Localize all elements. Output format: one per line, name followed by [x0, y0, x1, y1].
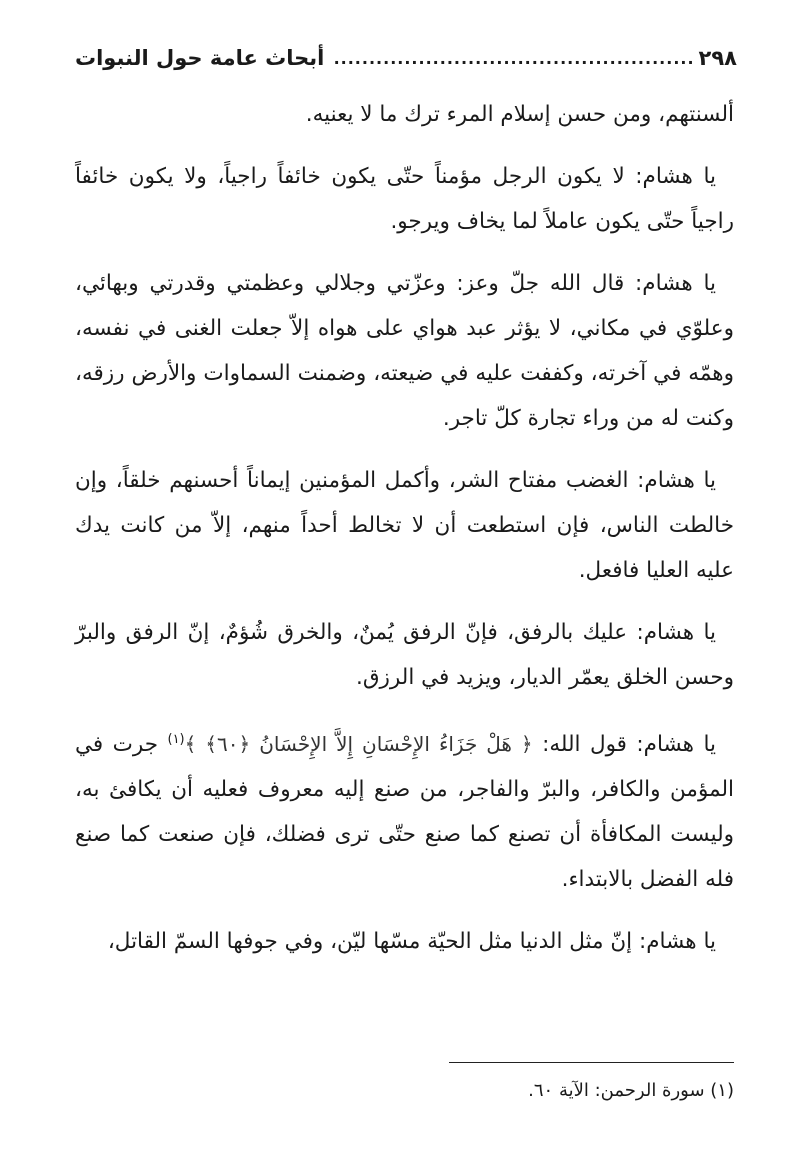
paragraph: يا هشام: قال الله جلّ وعز: وعزّتي وجلالي وعظمتي وقدرتي وبهائي، وعلوّي في مكاني، لا يؤثر عبد هواي على هواه إلاّ جعلت الغنى في نفسه، وهمّه في آخرته، وكففت عليه في ضيعته، وضمنت السماوات والأرض رزقه، وكنت له من وراء تجارة كلّ تاجر. — [75, 271, 734, 431]
paragraph: يا هشام: عليك بالرفق، فإنّ الرفق يُمنٌ، والخرق شُؤمٌ، إنّ الرفق والبرّ وحسن الخلق يعمّر الديار، ويزيد في الرزق. — [75, 620, 734, 690]
header-leader-dots: ................................................... — [333, 48, 695, 68]
header-title: أبحاث عامة حول النبوات — [75, 46, 325, 70]
paragraph-quran — [75, 717, 734, 902]
quran-paragraph-rest: جرت في المؤمن والكافر، والبرّ والفاجر، من صنع إليه معروف فعليه أن يكافئ به، وليست المكافأة أن تصنع كما صنع حتّى ترى فضلك، فإن صنعت كما صنع فله الفضل بالابتداء. — [75, 732, 734, 893]
page-number: ٢٩٨ — [698, 46, 737, 70]
running-header — [75, 38, 737, 78]
paragraph-continuation: ألسنتهم، ومن حسن إسلام المرء ترك ما لا يعنيه. — [305, 102, 734, 127]
paragraph: يا هشام: الغضب مفتاح الشر، وأكمل المؤمنين إيماناً أحسنهم خلقاً، وإن خالطت الناس، فإن استطعت أن لا تخالط أحداً منهم، إلاّ من كانت يدك عليه العليا فافعل. — [75, 468, 734, 583]
footnote-separator — [449, 1062, 734, 1063]
footnote: (١) سورة الرحمن: الآية ٦٠. — [528, 1080, 734, 1101]
quran-lead: يا هشام: قول الله: — [542, 732, 716, 758]
paragraph-last: يا هشام: إنّ مثل الدنيا مثل الحيّة مسّها ليّن، وفي جوفها السمّ القاتل، — [107, 929, 716, 955]
page-body — [75, 92, 734, 981]
footnote-reference: (١) — [167, 732, 185, 747]
paragraph: يا هشام: لا يكون الرجل مؤمناً حتّى يكون خائفاً راجياً، ولا يكون خائفاً راجياً حتّى يكون عاملاً لما يخاف ويرجو. — [75, 164, 734, 234]
quran-verse: ﴿ هَلْ جَزَاءُ الإِحْسَانِ إِلاَّ الإِحْسَانُ ﴿٦٠﴾ ﴾ — [184, 732, 533, 757]
